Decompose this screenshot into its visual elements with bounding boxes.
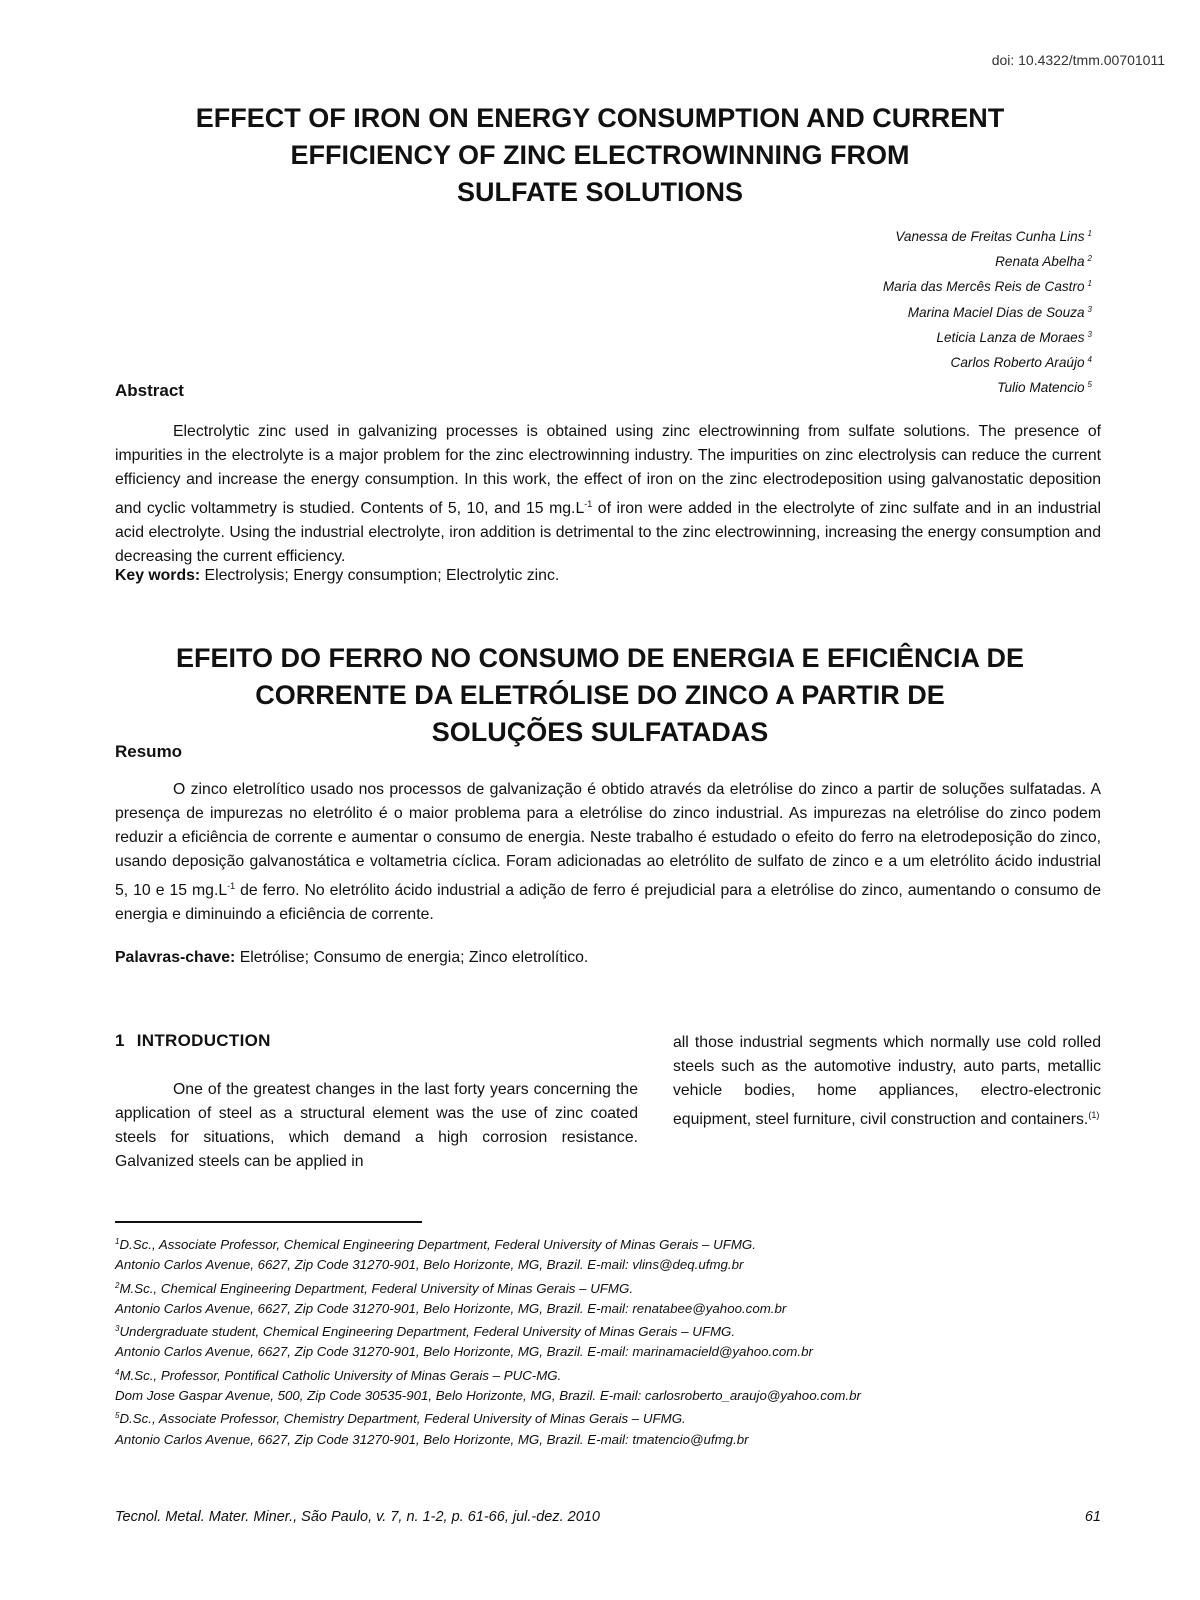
title-portuguese — [100, 640, 1100, 751]
author — [883, 273, 1092, 298]
author-name: Renata Abelha — [995, 254, 1085, 270]
resumo-keywords — [115, 946, 1101, 970]
journal-citation: Tecnol. Metal. Mater. Miner., São Paulo, v. 7, n. 1-2, p. 61-66, jul.-dez. 2010 — [115, 1509, 600, 1525]
abstract-text — [115, 420, 1101, 569]
author — [883, 299, 1092, 324]
title-line: SOLUÇÕES SULFATADAS — [431, 717, 769, 747]
abstract-text-part: Electrolytic zinc used in galvanizing processes is obtained using zinc electrowinning from sulfate solutions. The presence of impurities in the electrolyte is a major problem for the zinc electrowinning industry. The impurities on zinc electrolysis can reduce the current efficiency and increase the energy consumption. In this work, the effect of iron on the zinc electrodeposition using galvanostatic deposition and cyclic voltammetry is studied. Contents of 5, 10, and 15 mg.L — [115, 423, 1101, 517]
resumo-heading: Resumo — [115, 742, 183, 761]
footnote-mark: 2 — [115, 1280, 120, 1290]
title-line: EFFECT OF IRON ON ENERGY CONSUMPTION AND CURRENT — [195, 103, 1005, 133]
author — [883, 223, 1092, 248]
title-english — [100, 100, 1100, 211]
footnote-text: M.Sc., Chemical Engineering Department, Federal University of Minas Gerais – UFMG. — [119, 1280, 634, 1296]
title-line: CORRENTE DA ELETRÓLISE DO ZINCO A PARTIR DE — [255, 680, 945, 710]
author-affiliation-mark: 3 — [1087, 304, 1092, 314]
author-name: Leticia Lanza de Moraes — [936, 329, 1085, 345]
resumo-text-part: de ferro. No eletrólito ácido industrial a adição de ferro é prejudicial para a eletrólise do zinco, aumentando o consumo de energia e diminuindo a eficiência de corrente. — [115, 882, 1101, 923]
footnote-text: Undergraduate student, Chemical Engineering Department, Federal University of Minas Gerais – UFMG. — [119, 1324, 736, 1340]
footnotes — [115, 1232, 1115, 1450]
author — [883, 374, 1092, 399]
citation-ref[interactable]: (1) — [1088, 1110, 1100, 1120]
author — [883, 349, 1092, 374]
abstract-keywords — [115, 564, 1101, 588]
title-line: EFFICIENCY OF ZINC ELECTROWINNING FROM — [290, 140, 910, 170]
introduction-text-right — [673, 1031, 1101, 1132]
footnote — [115, 1363, 1115, 1386]
footnote-text: Antonio Carlos Avenue, 6627, Zip Code 31270-901, Belo Horizonte, MG, Brazil. E-mail: tmatencio@ufmg.br — [115, 1431, 749, 1447]
footnote — [115, 1430, 1115, 1450]
footnote — [115, 1255, 1115, 1275]
keywords-list: Electrolysis; Energy consumption; Electrolytic zinc. — [200, 567, 560, 584]
page-number: 61 — [1084, 1509, 1101, 1525]
footnote-text: Antonio Carlos Avenue, 6627, Zip Code 31270-901, Belo Horizonte, MG, Brazil. E-mail: marinamacield@yahoo.com.br — [115, 1344, 813, 1360]
section-number: 1 — [115, 1031, 125, 1050]
author-affiliation-mark: 4 — [1087, 355, 1092, 365]
footnote-text: D.Sc., Associate Professor, Chemical Engineering Department, Federal University of Minas Gerais – UFMG. — [119, 1237, 756, 1252]
footnote-mark: 5 — [115, 1411, 120, 1421]
introduction-heading — [115, 1031, 271, 1051]
footnote-text: Antonio Carlos Avenue, 6627, Zip Code 31270-901, Belo Horizonte, MG, Brazil. E-mail: vlins@deq.ufmg.br — [115, 1257, 744, 1273]
footnote-mark: 1 — [115, 1237, 120, 1246]
author-affiliation-mark: 5 — [1087, 380, 1092, 390]
author-list — [883, 223, 1092, 399]
author-affiliation-mark: 1 — [1087, 279, 1092, 289]
unit-exponent: -1 — [584, 499, 593, 509]
section-title: INTRODUCTION — [136, 1031, 271, 1050]
footnote — [115, 1406, 1115, 1429]
footnote — [115, 1276, 1115, 1299]
footnote — [115, 1232, 1115, 1255]
keywords-label: Palavras-chave: — [115, 949, 236, 966]
author-affiliation-mark: 3 — [1087, 329, 1092, 339]
footnote — [115, 1386, 1115, 1406]
author-name: Maria das Mercês Reis de Castro — [882, 279, 1085, 295]
author — [883, 248, 1092, 273]
footnote-mark: 4 — [115, 1367, 120, 1377]
abstract-text-part: of iron were added in the electrolyte of zinc sulfate and in an industrial acid electrolyte. Using the industrial electrolyte, iron addition is detrimental to the zinc electrowinning, increasing the energy consumption and decreasing the current efficiency. — [115, 500, 1101, 565]
introduction-text-part: all those industrial segments which normally use cold rolled steels such as the automotive industry, auto parts, metallic vehicle bodies, home appliances, electro-electronic equipment, steel furniture, civil construction and containers. — [673, 1034, 1101, 1128]
author-name: Tulio Matencio — [997, 380, 1085, 396]
footnote-text: M.Sc., Professor, Pontifical Catholic University of Minas Gerais – PUC-MG. — [119, 1367, 562, 1383]
introduction-text-left: One of the greatest changes in the last forty years concerning the application of steel as a structural element was the use of zinc coated steels for situations, which demand a high corrosion resistance. Galvanized steels can be applied in — [115, 1081, 638, 1170]
resumo-text-part: O zinco eletrolítico usado nos processos de galvanização é obtido através da eletrólise do zinco a partir de soluções sulfatadas. A presença de impurezas no eletrólito é o maior problema para a eletrólise do zinco industrial. As impurezas na eletrólise do zinco podem reduzir a eficiência de corrente e aumentar o consumo de energia. Neste trabalho é estudado o efeito do ferro na eletrodeposição do zinco, usando deposição galvanostática e voltametria cíclica. Foram adicionadas ao eletrólito de sulfato de zinco e a um eletrólito ácido industrial 5, 10 e 15 mg.L — [115, 781, 1101, 899]
footnote-text: Antonio Carlos Avenue, 6627, Zip Code 31270-901, Belo Horizonte, MG, Brazil. E-mail: renatabee@yahoo.com.br — [115, 1300, 787, 1316]
footnote-text: D.Sc., Associate Professor, Chemistry Department, Federal University of Minas Gerais – UFMG. — [119, 1411, 686, 1427]
author-name: Vanessa de Freitas Cunha Lins — [895, 229, 1085, 244]
unit-exponent: -1 — [227, 881, 236, 891]
footnote-mark: 3 — [115, 1324, 120, 1334]
footnote — [115, 1299, 1115, 1319]
footnote — [115, 1319, 1115, 1342]
title-line: EFEITO DO FERRO NO CONSUMO DE ENERGIA E EFICIÊNCIA DE — [175, 643, 1025, 673]
keywords-label: Key words: — [115, 567, 201, 584]
author-affiliation-mark: 2 — [1087, 254, 1092, 264]
footnote — [115, 1342, 1115, 1362]
doi[interactable]: doi: 10.4322/tmm.00701011 — [991, 52, 1165, 68]
keywords-list: Eletrólise; Consumo de energia; Zinco eletrolítico. — [235, 949, 589, 966]
title-line: SULFATE SOLUTIONS — [456, 177, 743, 207]
author-affiliation-mark: 1 — [1087, 229, 1092, 238]
author-name: Marina Maciel Dias de Souza — [907, 304, 1085, 320]
author-name: Carlos Roberto Araújo — [950, 355, 1085, 371]
footnote-divider — [115, 1221, 422, 1223]
resumo-text — [115, 778, 1101, 927]
abstract-heading: Abstract — [115, 381, 184, 400]
author — [883, 324, 1092, 349]
footnote-text: Dom Jose Gaspar Avenue, 500, Zip Code 30535-901, Belo Horizonte, MG, Brazil. E-mail: carlosroberto_araujo@yahoo.com.br — [115, 1388, 861, 1404]
